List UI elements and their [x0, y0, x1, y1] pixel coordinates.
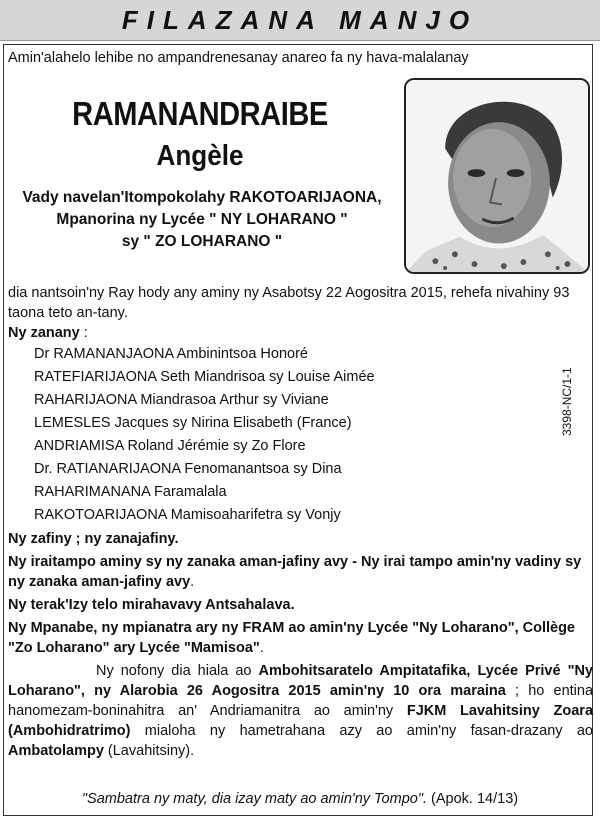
title-line: Vady navelan'Itompokolahy RAKOTOARIJAONA,: [22, 189, 382, 206]
intro-text: Amin'alahelo lehibe no ampandrenesanay anareo fa ny hava-malalanay: [8, 50, 469, 66]
death-notice: dia nantsoin'ny Ray hody any aminy ny Asabotsy 22 Aogositra 2015, rehefa nivahiny 93 taona teto an-tany.: [8, 285, 570, 321]
staff-text: Ny Mpanabe, ny mpianatra ary ny FRAM ao amin'ny Lycée "Ny Loharano", Collège "Zo Loharano" ary Lycée "Mamisoa": [8, 620, 575, 656]
funeral-part: Ny nofony dia hiala ao: [96, 663, 259, 679]
staff-end: .: [259, 640, 264, 656]
children-heading-suffix: :: [79, 325, 88, 341]
header-title: FILAZANA MANJO: [121, 4, 479, 35]
header-banner: [0, 0, 600, 41]
church-line: Ny terak'Izy telo mirahavavy Antsahalava.: [8, 597, 295, 613]
title-line: Mpanorina ny Lycée " NY LOHARANO ": [56, 211, 348, 228]
quote-text: "Sambatra ny maty, dia izay maty ao amin'ny Tompo".: [81, 791, 428, 807]
relatives-end: .: [190, 574, 195, 590]
child-entry: RAKOTOARIJAONA Mamisoaharifetra sy Vonjy: [34, 507, 341, 523]
child-entry: Dr RAMANANJAONA Ambinintsoa Honoré: [34, 346, 308, 362]
funeral-part: (Lavahitsiny).: [103, 743, 195, 759]
child-entry: RAHARIJAONA Miandrasoa Arthur sy Viviane: [34, 392, 329, 408]
funeral-part: mialoha ny hametrahana azy ao amin'ny fasan-drazany ao: [130, 723, 593, 739]
relatives-line: [8, 552, 593, 592]
quote-reference: (Apok. 14/13): [427, 791, 519, 807]
funeral-church: FJKM Lavahitsiny Zoara (Ambohidratrimo): [8, 703, 594, 739]
reference-code: 3398-NC/1-1: [560, 367, 574, 436]
child-entry: RAHARIMANANA Faramalala: [34, 484, 227, 500]
portrait-photo: [404, 78, 590, 274]
title-line: sy " ZO LOHARANO ": [121, 233, 283, 250]
funeral-location: Ambohitsaratelo Ampitatafika, Lycée Privé "Ny Loharano", ny Alarobia 26 Aogositra 2015 amin'ny 10 ora maraina: [8, 663, 593, 699]
portrait-illustration: [406, 80, 588, 272]
notice-body: [8, 283, 593, 761]
staff-line: [8, 618, 593, 658]
funeral-paragraph: [8, 661, 593, 761]
children-heading-line: [8, 323, 593, 343]
closing-quote: [0, 791, 600, 807]
children-heading: Ny zanany: [8, 325, 80, 341]
child-entry: LEMESLES Jacques sy Nirina Elisabeth (France): [34, 415, 352, 431]
child-entry: Dr. RATIANARIJAONA Fenomanantsoa sy Dina: [34, 461, 342, 477]
funeral-part: ; ho entina hanomezam-boninahitra an' Andriamanitra ao amin'ny: [8, 683, 594, 719]
deceased-given-name: Angèle: [156, 140, 244, 172]
funeral-burial-place: Ambatolampy: [8, 743, 104, 759]
grandchildren-line: Ny zafiny ; ny zanajafiny.: [8, 531, 179, 547]
child-entry: ANDRIAMISA Roland Jérémie sy Zo Flore: [34, 438, 306, 454]
deceased-titles: [0, 187, 404, 253]
deceased-surname: RAMANANDRAIBE: [72, 95, 328, 132]
child-entry: RATEFIARIJAONA Seth Miandrisoa sy Louise Aimée: [34, 369, 375, 385]
relatives-text: Ny iraitampo aminy sy ny zanaka aman-jafiny avy - Ny irai tampo amin'ny vadiny sy ny zanaka aman-jafiny avy: [8, 554, 582, 590]
